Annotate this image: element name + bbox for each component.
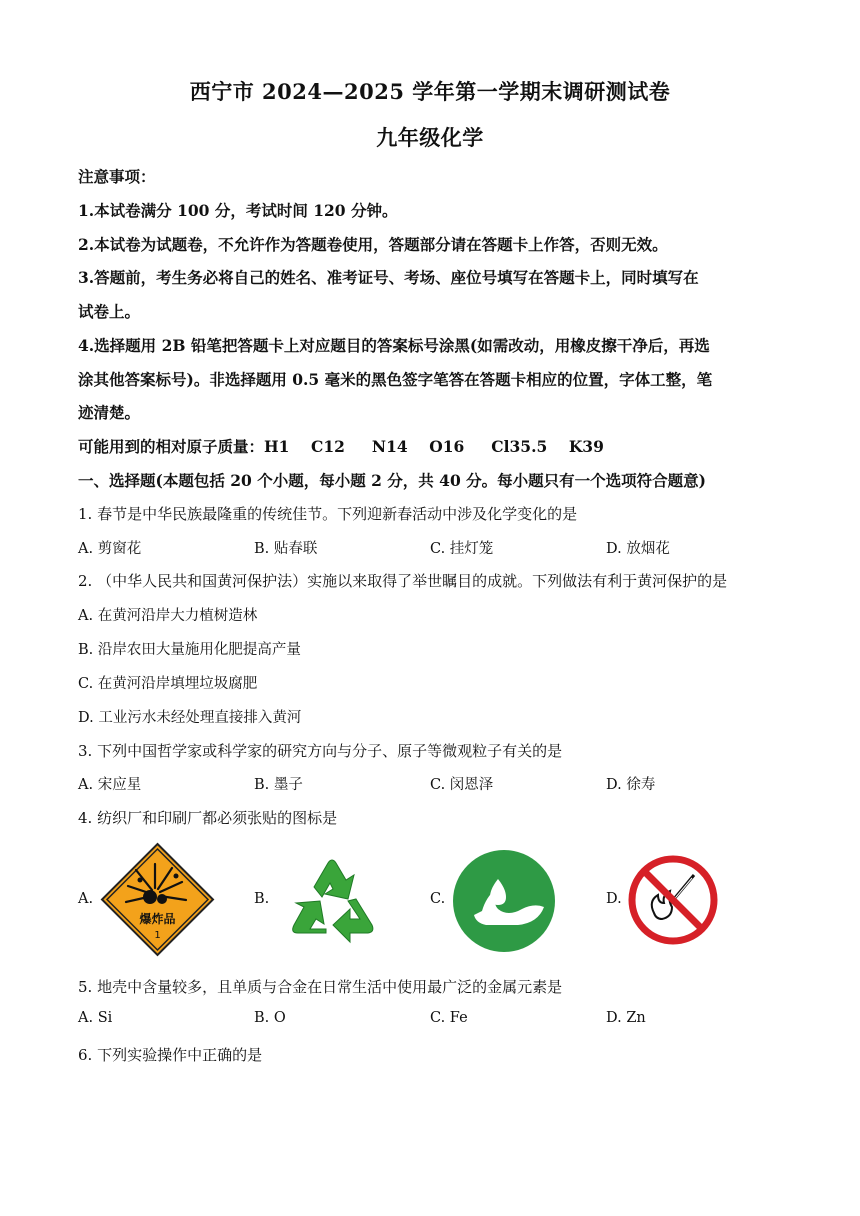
question-3-option-c: C. 闵恩泽	[430, 777, 494, 793]
explosive-sign-icon	[100, 842, 215, 957]
question-3-option-a: A. 宋应星	[78, 777, 142, 793]
water-saving-icon	[452, 849, 556, 953]
question-2-option-b: B. 沿岸农田大量施用化肥提高产量	[78, 642, 301, 658]
question-3-stem: 3. 下列中国哲学家或科学家的研究方向与分子、原子等微观粒子有关的是	[78, 742, 563, 760]
question-4-option-c-label: C.	[430, 891, 446, 907]
exam-title: 西宁市 2024—2025 学年第一学期末调研测试卷	[189, 79, 671, 104]
note-line-1: 1.本试卷满分 100 分，考试时间 120 分钟。	[78, 201, 398, 220]
question-5-option-c: C. Fe	[430, 1010, 468, 1026]
question-2-option-a: A. 在黄河沿岸大力植树造林	[78, 608, 258, 624]
question-2-option-c: C. 在黄河沿岸填埋垃圾腐肥	[78, 676, 258, 692]
no-fire-icon	[628, 855, 718, 945]
note-line-3: 3.答题前，考生务必将自己的姓名、准考证号、考场、座位号填写在答题卡上，同时填写在	[78, 268, 699, 287]
exam-subtitle: 九年级化学	[376, 125, 484, 150]
explosive-sign-number: 1	[154, 930, 161, 941]
question-4-option-a-label: A.	[78, 891, 94, 907]
section-1-heading: 一、选择题(本题包括 20 个小题，每小题 2 分，共 40 分。每小题只有一个选项符合题意)	[78, 471, 706, 490]
question-2-option-d: D. 工业污水未经处理直接排入黄河	[78, 710, 302, 726]
question-2-stem: 2. （中华人民共和国黄河保护法）实施以来取得了举世瞩目的成就。下列做法有利于黄河保护的是	[78, 572, 728, 590]
question-5-option-d: D. Zn	[606, 1010, 646, 1026]
question-4-option-b-label: B.	[254, 891, 270, 907]
question-5-option-b: B. O	[254, 1010, 286, 1026]
question-1-option-a: A. 剪窗花	[78, 541, 142, 557]
question-1-stem: 1. 春节是中华民族最隆重的传统佳节。下列迎新春活动中涉及化学变化的是	[78, 505, 578, 523]
note-line-2: 2.本试卷为试题卷，不允许作为答题卷使用，答题部分请在答题卡上作答，否则无效。	[78, 235, 668, 254]
recycle-icon	[276, 847, 388, 955]
question-4-stem: 4. 纺织厂和印刷厂都必须张贴的图标是	[78, 809, 338, 827]
question-1-option-d: D. 放烟花	[606, 541, 670, 557]
atomic-mass-line: 可能用到的相对原子质量：H1 C12 N14 O16 Cl35.5 K39	[78, 437, 604, 456]
notes-heading: 注意事项：	[78, 167, 156, 186]
question-6-stem: 6. 下列实验操作中正确的是	[78, 1046, 263, 1064]
note-line-4: 试卷上。	[78, 302, 141, 321]
note-line-6: 涂其他答案标号)。非选择题用 0.5 毫米的黑色签字笔答在答题卡相应的位置，字体工整，笔	[78, 370, 713, 389]
note-line-5: 4.选择题用 2B 铅笔把答题卡上对应题目的答案标号涂黑(如需改动，用橡皮擦干净后，再选	[78, 336, 710, 355]
question-5-stem: 5. 地壳中含量较多，且单质与合金在日常生活中使用最广泛的金属元素是	[78, 978, 563, 996]
question-1-option-b: B. 贴春联	[254, 541, 318, 557]
question-3-option-d: D. 徐寿	[606, 777, 656, 793]
question-1-option-c: C. 挂灯笼	[430, 541, 494, 557]
note-line-7: 迹清楚。	[78, 403, 141, 422]
question-3-option-b: B. 墨子	[254, 777, 303, 793]
question-4-option-d-label: D.	[606, 891, 622, 907]
question-5-option-a: A. Si	[78, 1010, 113, 1026]
explosive-sign-text: 爆炸品	[139, 912, 176, 926]
